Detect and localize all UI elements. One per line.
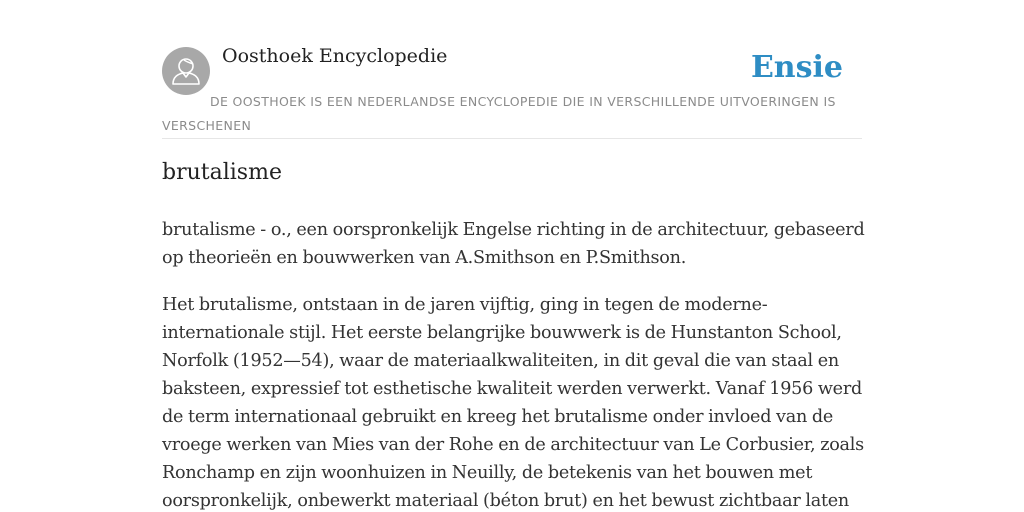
- source-tagline: DE OOSTHOEK IS EEN NEDERLANDSE ENCYCLOPEDIE DIE IN VERSCHILLENDE UITVOERINGEN IS VERSCHENEN: [162, 94, 836, 133]
- ensie-logo[interactable]: Ensie: [750, 50, 843, 85]
- paragraph-line: vroege werken van Mies van der Rohe en de architectuur van Le Corbusier, zoals: [162, 435, 864, 455]
- paragraph-line: brutalisme - o., een oorspronkelijk Engelse richting in de architectuur, gebaseerd: [162, 220, 865, 240]
- paragraph-line: oorspronkelijk, onbewerkt materiaal (béton brut) en het bewust zichtbaar laten: [162, 491, 850, 511]
- article-title: brutalisme: [162, 160, 282, 185]
- source-avatar[interactable]: [162, 47, 210, 95]
- article-paragraph-2: [162, 291, 862, 512]
- source-name[interactable]: Oosthoek Encyclopedie: [222, 45, 448, 67]
- paragraph-line: Ronchamp en zijn woonhuizen in Neuilly, de betekenis van het bouwen met: [162, 463, 813, 483]
- paragraph-line: baksteen, expressief tot esthetische kwaliteit werden verwerkt. Vanaf 1956 werd: [162, 379, 863, 399]
- paragraph-line: de term internationaal gebruikt en kreeg het brutalisme onder invloed van de: [162, 407, 834, 427]
- source-header: [162, 0, 862, 139]
- paragraph-line: op theorieën en bouwwerken van A.Smithson en P.Smithson.: [162, 248, 687, 268]
- user-icon: [162, 47, 210, 95]
- content-column: [162, 0, 865, 511]
- paragraph-line: internationale stijl. Het eerste belangrijke bouwwerk is de Hunstanton School,: [162, 323, 842, 343]
- article-paragraph-1: [162, 216, 865, 272]
- paragraph-line: Het brutalisme, ontstaan in de jaren vijftig, ging in tegen de moderne-: [162, 295, 768, 315]
- paragraph-line: Norfolk (1952—54), waar de materiaalkwaliteiten, in dit geval die van staal en: [162, 351, 839, 371]
